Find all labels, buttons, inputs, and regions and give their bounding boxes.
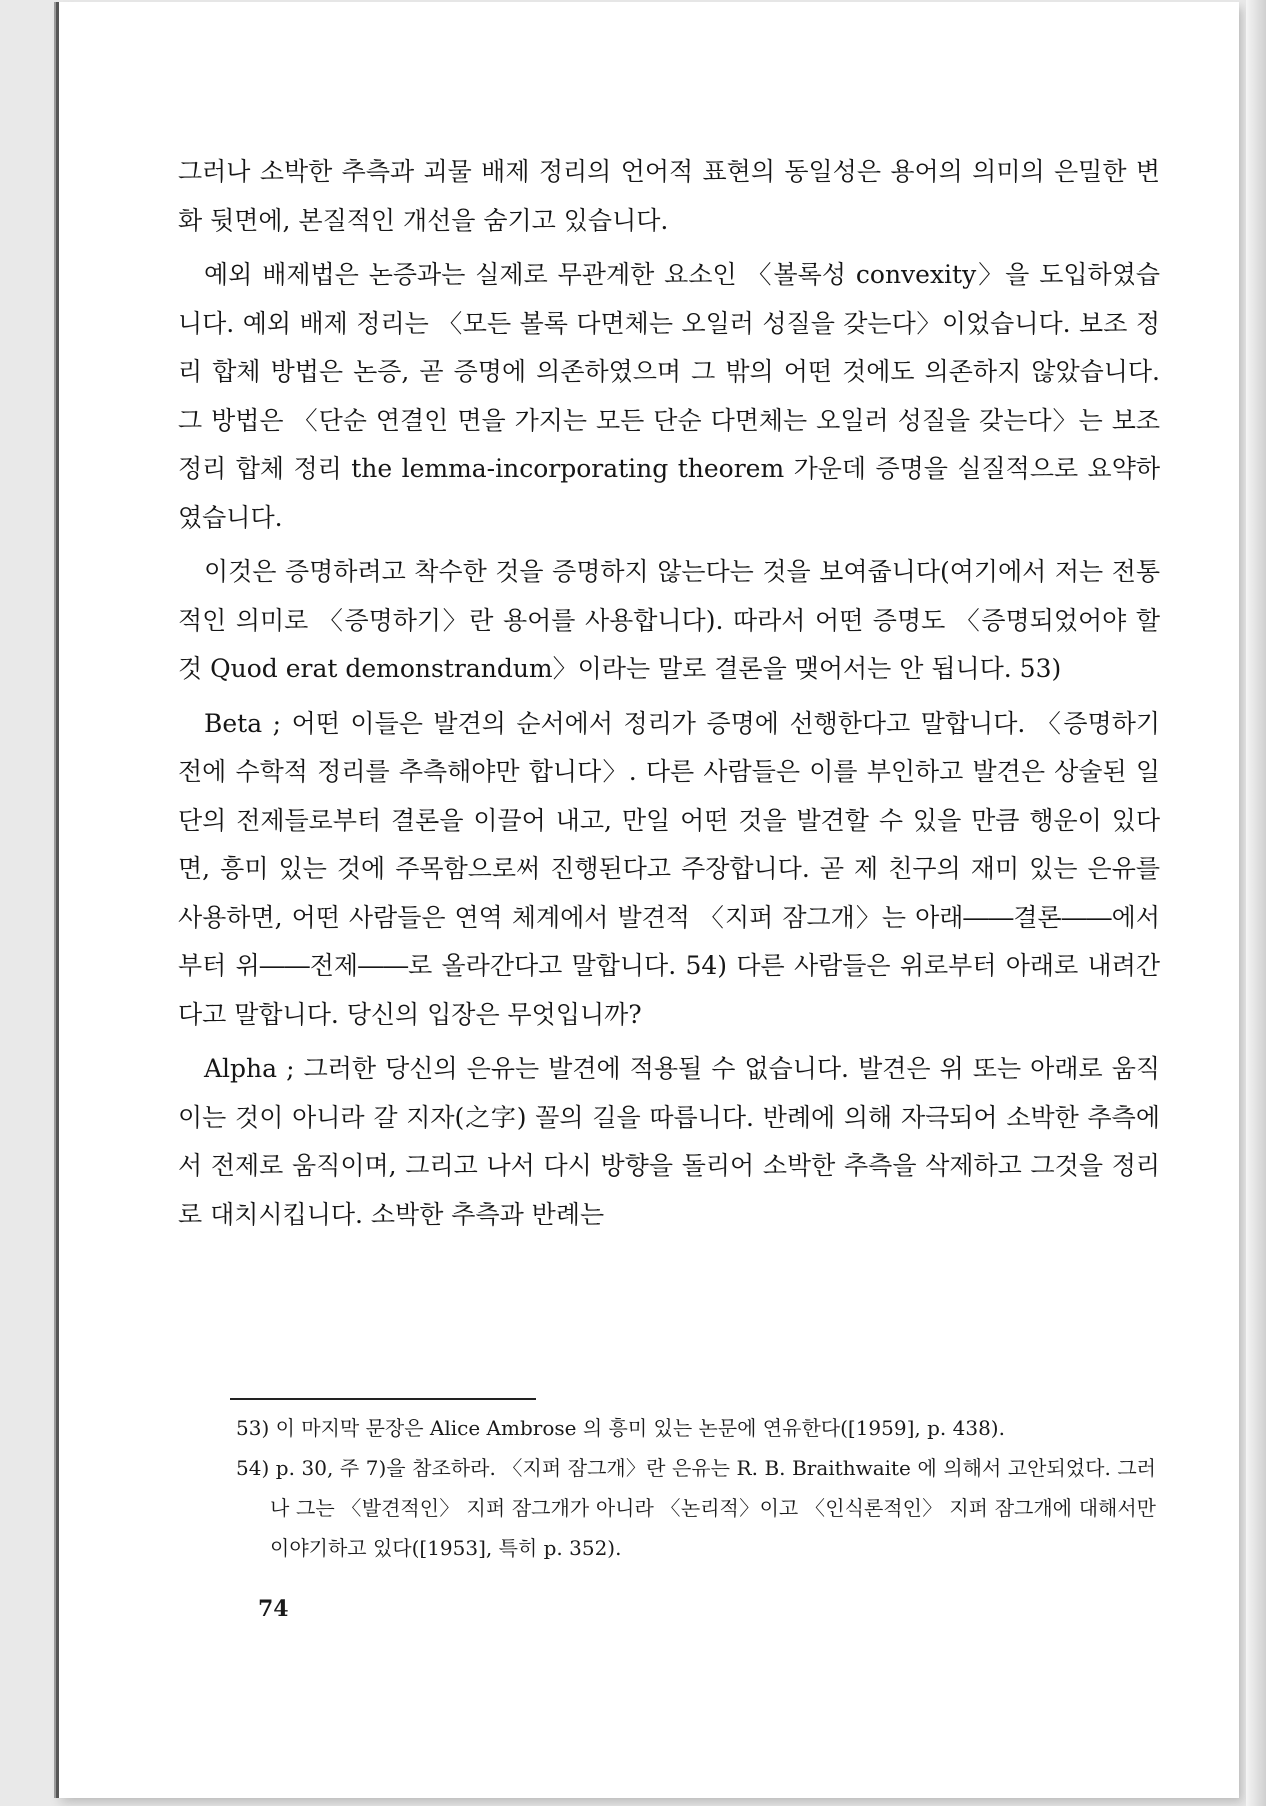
footnote-rule <box>230 1398 536 1400</box>
footnotes <box>236 1408 1156 1568</box>
body-text <box>178 148 1160 1245</box>
paragraph-1: 그러나 소박한 추측과 괴물 배제 정리의 언어적 표현의 동일성은 용어의 의미의 은밀한 변화 뒷면에, 본질적인 개선을 숨기고 있습니다. <box>178 157 1160 235</box>
scan-edge <box>1246 0 1266 1806</box>
footnote-53: 53) 이 마지막 문장은 Alice Ambrose 의 흥미 있는 논문에 연유한다([1959], p. 438). <box>236 1416 1005 1440</box>
paragraph-2: 예외 배제법은 논증과는 실제로 무관계한 요소인 〈볼록성 convexity〉을 도입하였습니다. 예외 배제 정리는 〈모든 볼록 다면체는 오일러 성질을 갖는다〉이었습니다. 보조 정리 합체 방법은 논증, 곧 증명에 의존하였으며 그 밖의 어떤 것에도 의존하지 않았습니다. 그 방법은 〈단순 연결인 면을 가지는 모든 단순 다면체는 오일러 성질을 갖는다〉는 보조 정리 합체 정리 the lemma-incorporating theorem 가운데 증명을 실질적으로 요약하였습니다. <box>178 260 1160 532</box>
page-number: 74 <box>258 1596 289 1622</box>
paragraph-3: 이것은 증명하려고 착수한 것을 증명하지 않는다는 것을 보여줍니다(여기에서 저는 전통적인 의미로 〈증명하기〉란 용어를 사용합니다). 따라서 어떤 증명도 〈증명되었어야 할 것 Quod erat demonstrandum〉이라는 말로 결론을 맺어서는 안 됩니다. 53) <box>178 557 1160 683</box>
footnote-54: 54) p. 30, 주 7)을 참조하라. 〈지퍼 잠그개〉란 은유는 R. B. Braithwaite 에 의해서 고안되었다. 그러나 그는 〈발견적인〉 지퍼 잠그개가 아니라 〈논리적〉이고 〈인식론적인〉 지퍼 잠그개에 대해서만 이야기하고 있다([1953], 특히 p. 352). <box>236 1456 1156 1560</box>
paragraph-beta: Beta ; 어떤 이들은 발견의 순서에서 정리가 증명에 선행한다고 말합니다. 〈증명하기 전에 수학적 정리를 추측해야만 합니다〉. 다른 사람들은 이를 부인하고 발견은 상술된 일단의 전제들로부터 결론을 이끌어 내고, 만일 어떤 것을 발견할 수 있을 만큼 행운이 있다면, 흥미 있는 것에 주목함으로써 진행된다고 주장합니다. 곧 제 친구의 재미 있는 은유를 사용하면, 어떤 사람들은 연역 체계에서 발견적 〈지퍼 잠그개〉는 아래――결론――에서부터 위――전제――로 올라간다고 말합니다. 54) 다른 사람들은 위로부터 아래로 내려간다고 말합니다. 당신의 입장은 무엇입니까? <box>178 708 1160 1029</box>
paragraph-alpha: Alpha ; 그러한 당신의 은유는 발견에 적용될 수 없습니다. 발견은 위 또는 아래로 움직이는 것이 아니라 갈 지자(之字) 꼴의 길을 따릅니다. 반례에 의해 자극되어 소박한 추측에서 전제로 움직이며, 그리고 나서 다시 방향을 돌리어 소박한 추측을 삭제하고 그것을 정리로 대치시킵니다. 소박한 추측과 반례는 <box>178 1054 1160 1229</box>
